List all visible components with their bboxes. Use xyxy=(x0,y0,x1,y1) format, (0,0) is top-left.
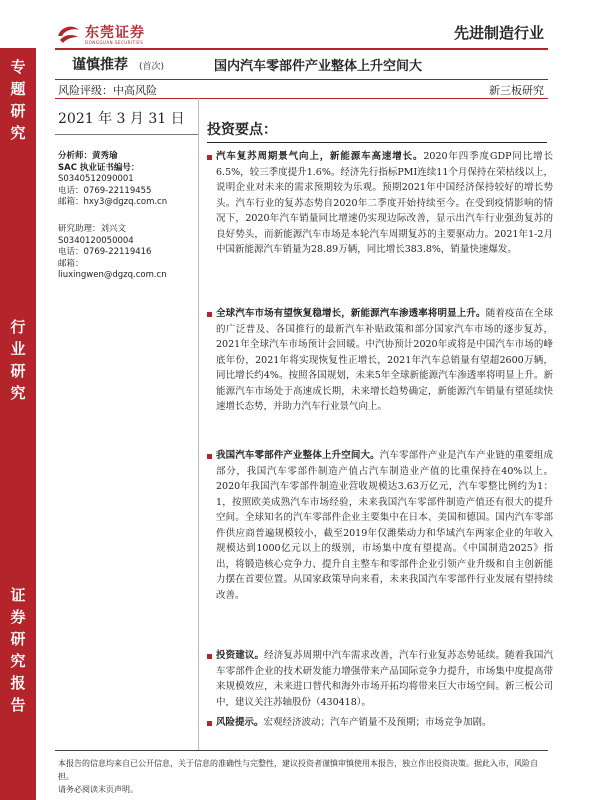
rating-divider xyxy=(55,98,548,99)
report-date: 2021 年 3 月 31 日 xyxy=(58,111,185,127)
company-logo xyxy=(55,22,165,46)
analyst-email: 邮箱：hxy3@dgzq.com.cn xyxy=(58,197,168,207)
assistant-number: S0340120050004 xyxy=(58,235,134,246)
footer-disclaimer xyxy=(58,757,553,796)
point-paragraph xyxy=(216,149,553,258)
first-coverage-tag: (首次) xyxy=(139,62,165,72)
key-points-divider xyxy=(207,142,547,143)
disclaimer-line: 请务必阅读末页声明。 xyxy=(58,785,138,794)
bullet-icon xyxy=(207,654,212,659)
point-text: 宏观经济波动；汽车产销量不及预期；市场竞争加剧。 xyxy=(263,717,492,728)
sac-number: S0340512090001 xyxy=(58,174,134,184)
point-lead: 汽车复苏周期景气向上，新能源车高速增长。 xyxy=(216,151,424,162)
sac-label: SAC 执业证书编号： xyxy=(58,162,140,173)
header-divider xyxy=(55,48,548,50)
bullet-icon xyxy=(207,454,212,459)
title-divider xyxy=(55,79,548,80)
logo-text: 东莞证券 xyxy=(85,25,145,41)
disclaimer-line: 本报告的信息均来自已公开信息，关于信息的准确性与完整性，建议投资者谨慎审慎使用本报告，独立作出投资决策。据此入市，风险自担。 xyxy=(58,759,538,781)
date-divider xyxy=(55,134,198,135)
point-text: 经济复苏周期中汽车需求改善，汽车行业复苏态势延续。随着我国汽车零部件企业的技术研发能力增强带来产品国际竞争力提升，市场集中度提高带来规模效应，未来进口替代和海外市场开拓均将带来巨大市场空间。新三板公司中，建议关注苏轴股份（430418）。 xyxy=(216,650,553,708)
point-paragraph xyxy=(216,648,553,710)
point-paragraph xyxy=(216,448,553,603)
left-sidebar xyxy=(0,48,36,800)
sidebar-label-topic xyxy=(0,56,36,144)
logo-subtext: DONGGUAN SECURITIES xyxy=(85,40,144,45)
sidebar-label-report xyxy=(0,584,36,716)
point-text: 汽车零部件产业是汽车产业链的重要组成部分，我国汽车零部件制造产值占汽车制造业产值的比重保持在40%以上。2020年我国汽车零部件制造业营收规模达3.63万亿元，汽车零整比例约为1：1，按照欧美成熟汽车市场经验，未来我国汽车零部件制造产值还有很大的提升空间。全球知名的汽车零部件企业主要集中在日本、美国和德国。国内汽车零部件供应商普遍规模较小，截至2019年仅潍柴动力和华域汽车两家企业的年收入规模达到1000亿元以上的级别，市场集中度有望提高。《中国制造2025》指出，将锻造核心竞争力、提升自主整车和零部件企业引领产业升级和自主创新能力摆在首要位置。从国家政策导向来看，未来我国汽车零部件行业发展有望持续改善。 xyxy=(216,450,553,601)
point-lead: 风险提示。 xyxy=(216,717,264,728)
footer-divider xyxy=(55,750,548,751)
assistant-email: liuxingwen@dgzq.com.cn xyxy=(58,270,167,280)
key-points-heading: 投资要点： xyxy=(207,122,277,138)
bullet-icon xyxy=(207,312,212,317)
assistant-phone: 电话：0769-22119416 xyxy=(58,247,152,257)
analyst-name: 分析师：黄秀瑜 xyxy=(58,151,118,161)
point-lead: 投资建议。 xyxy=(216,650,265,661)
point-lead: 我国汽车零部件产业整体上升空间大。 xyxy=(216,450,380,461)
bullet-icon xyxy=(207,155,212,160)
sidebar-label-industry xyxy=(0,316,36,404)
point-paragraph xyxy=(216,306,553,415)
assistant-email-label: 邮箱： xyxy=(58,258,84,269)
sidebar-label-text: 行业研究 xyxy=(10,318,26,402)
industry-label: 先进制造行业 xyxy=(453,24,544,42)
risk-rating: 风险评级：中高风险 xyxy=(58,84,157,97)
assistant-name: 研究助理：刘兴文 xyxy=(58,224,127,234)
point-text: 随着疫苗在全球的广泛普及、各国推行的最新汽车补贴政策和部分国家汽车市场的逐步复苏，2021年全球汽车市场预计会回暖。中汽协预计2020年或将是中国汽车市场的峰底年份，2021年将实现恢复性正增长，2021年汽车总销量有望超2600万辆，同比增长约4%。按照各国规划，未来5年全球新能源汽车渗透率将明显上升。新能源汽车市场处于高速成长期，未来增长趋势确定，新能源汽车销量有望延续快速增长态势，并助力汽车行业景气向上。 xyxy=(216,308,553,412)
report-type: 新三板研究 xyxy=(489,84,544,97)
point-lead: 全球汽车市场有望恢复稳增长，新能源汽车渗透率将明显上升。 xyxy=(216,308,486,319)
point-paragraph xyxy=(216,715,553,731)
report-title: 国内汽车零部件产业整体上升空间大 xyxy=(214,59,423,74)
recommendation-rating: 谨慎推荐 xyxy=(72,57,128,73)
assistant-block xyxy=(58,224,167,282)
point-text: 2020年四季度GDP同比增长6.5%，较三季度提升1.6%。经济先行指标PMI连续11个月保持在荣枯线以上，说明企业对未来的需求预期较为乐观。预期2021年中国经济保持较好的增长势头。汽车行业的复苏态势自2020年二季度开始持续至今。在受到疫情影响的情况下，2020年汽车销量同比增速仍实现边际改善，显示出汽车行业强劲复苏的良好势头，而新能源汽车市场是本轮汽车周期复苏的主要驱动力。2021年1-2月中国新能源汽车销量为28.89万辆，同比增长383.8%，销量快速爆发。 xyxy=(216,151,553,255)
sidebar-label-text: 证券研究报告 xyxy=(10,586,26,714)
bullet-icon xyxy=(207,721,212,726)
analyst-phone: 电话：0769-22119455 xyxy=(58,185,152,196)
sidebar-label-text: 专题研究 xyxy=(10,58,26,142)
logo-mark-icon xyxy=(55,22,81,46)
column-divider xyxy=(198,98,199,750)
analyst-block xyxy=(58,151,167,209)
